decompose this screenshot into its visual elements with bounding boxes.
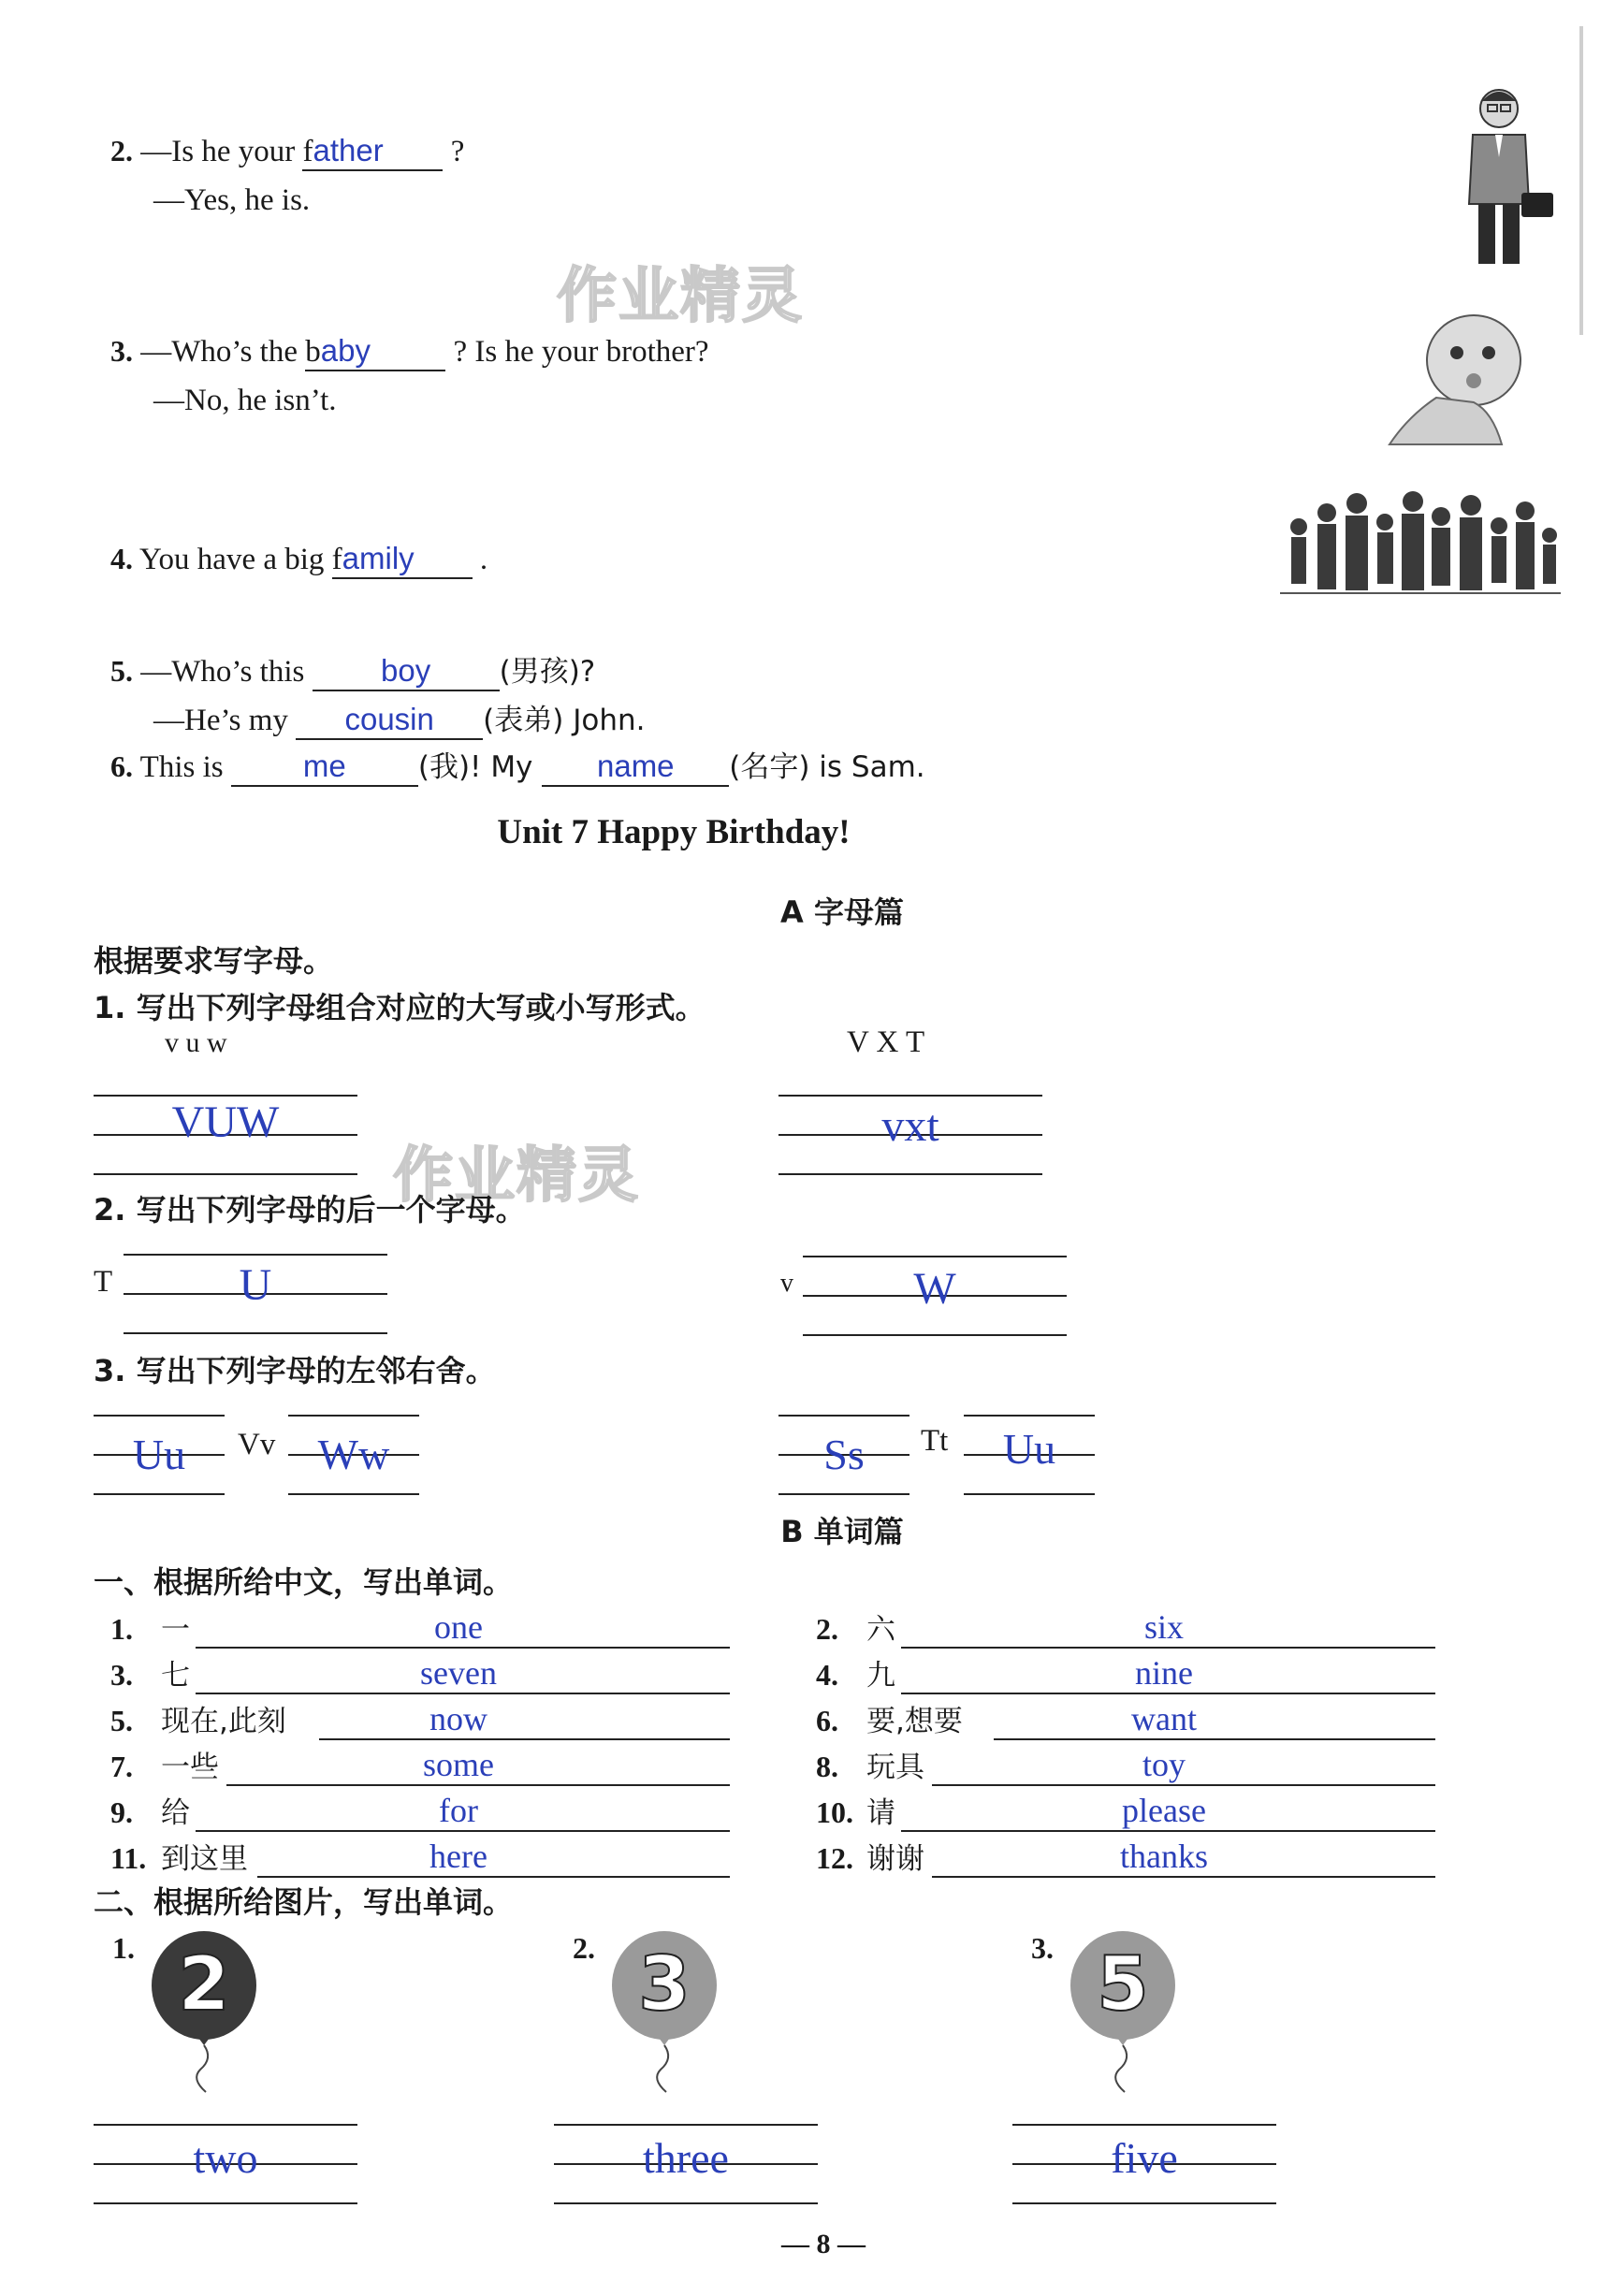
- a1-left-prompt: v u w: [165, 1027, 227, 1058]
- a1-right-prompt: V X T: [847, 1025, 925, 1059]
- a2-left-prompt: T: [94, 1265, 113, 1299]
- question-5-line-2: —He’s my cousin (表弟) John.: [153, 696, 645, 740]
- a3-left-prompt: Vv: [238, 1428, 276, 1461]
- baby-illustration: [1371, 304, 1539, 458]
- balloon-icon: [148, 1927, 269, 2105]
- b1-item: 7. 一些: [110, 1750, 219, 1784]
- b2-item-number: 3.: [1031, 1931, 1054, 1965]
- father-illustration: [1441, 82, 1563, 279]
- page-edge: [1579, 26, 1583, 335]
- a2-left-answer: U: [239, 1260, 272, 1310]
- answer-blank: family: [332, 541, 473, 579]
- b1-answer: for: [439, 1792, 478, 1829]
- balloon-digit: 2: [178, 1940, 230, 2027]
- b2-item-number: 2.: [573, 1931, 595, 1965]
- balloon-digit: 5: [1097, 1940, 1149, 2027]
- b1-answer: some: [423, 1746, 494, 1783]
- answer-blank: father: [302, 133, 443, 171]
- b2-answer: five: [1111, 2134, 1178, 2182]
- balloon-icon: [1067, 1927, 1188, 2105]
- b1-item: 1. 一: [110, 1612, 190, 1647]
- a3-right-right-answer: Uu: [1002, 1425, 1056, 1473]
- a1-left-answer: VUW: [171, 1097, 280, 1147]
- a1-right-answer: vxt: [881, 1101, 939, 1151]
- balloon-icon: [608, 1927, 730, 2105]
- b1-title: 一、根据所给中文，写出单词。: [94, 1564, 514, 1600]
- b1-item: 3. 七: [110, 1658, 190, 1693]
- answer-blank: baby: [305, 333, 445, 371]
- answer-2: —Yes, he is.: [153, 183, 311, 217]
- a2-label: 2. 写出下列字母的后一个字母。: [94, 1192, 526, 1228]
- b1-answer: thanks: [1120, 1838, 1208, 1875]
- b1-item: 12. 谢谢: [816, 1841, 924, 1876]
- b1-answer: six: [1143, 1608, 1184, 1646]
- b1-answer: nine: [1135, 1654, 1193, 1692]
- question-5: 5. —Who’s this boy (男孩)?: [110, 647, 595, 691]
- answer-blank: cousin: [296, 702, 483, 740]
- b1-item: 10. 请: [816, 1795, 895, 1830]
- section-instruction: 根据要求写字母。: [94, 943, 334, 979]
- watermark: 作业精灵: [393, 1141, 640, 1211]
- b2-answer: two: [193, 2134, 258, 2182]
- question-2: 2. —Is he your father ?: [110, 133, 464, 171]
- a3-right-left-answer: Ss: [823, 1431, 865, 1478]
- b1-item: 9. 给: [110, 1795, 190, 1830]
- answer-blank: me: [231, 748, 418, 787]
- a3-label: 3. 写出下列字母的左邻右舍。: [94, 1353, 496, 1388]
- balloon-digit: 3: [638, 1940, 691, 2027]
- a3-left-right-answer: Ww: [317, 1431, 390, 1478]
- question-4: 4. You have a big family .: [110, 541, 487, 579]
- b1-item: 4. 九: [816, 1658, 895, 1693]
- part-b-heading: B 单词篇: [780, 1514, 904, 1549]
- b1-answer: toy: [1142, 1746, 1186, 1783]
- b1-item: 5. 现在,此刻: [110, 1704, 286, 1738]
- b1-item: 6. 要,想要: [816, 1704, 963, 1738]
- family-illustration: [1280, 475, 1561, 606]
- answer-3: —No, he isn’t.: [153, 384, 337, 417]
- b2-item-number: 1.: [112, 1931, 135, 1965]
- b1-answer: please: [1122, 1792, 1206, 1829]
- a3-left-left-answer: Uu: [132, 1431, 186, 1478]
- b1-answer: seven: [420, 1654, 497, 1692]
- question-6: 6. This is me (我)! My name (名字) is Sam.: [110, 743, 925, 787]
- page-number: — 8 —: [781, 2229, 866, 2260]
- watermark: 作业精灵: [557, 262, 804, 331]
- a2-right-prompt: v: [780, 1269, 793, 1298]
- answer-blank: boy: [313, 653, 500, 691]
- answer-blank: name: [542, 748, 729, 787]
- b2-answer: three: [643, 2134, 729, 2182]
- b1-item: 11. 到这里: [110, 1841, 248, 1876]
- b1-answer: want: [1131, 1700, 1197, 1737]
- a3-right-prompt: Tt: [921, 1424, 949, 1458]
- b1-item: 2. 六: [816, 1612, 895, 1647]
- b1-answer: one: [434, 1608, 483, 1646]
- unit-title: Unit 7 Happy Birthday!: [497, 813, 851, 851]
- part-a-heading: A 字母篇: [780, 894, 904, 930]
- b1-answer: now: [429, 1700, 487, 1737]
- a2-right-answer: W: [913, 1264, 956, 1314]
- b1-item: 8. 玩具: [816, 1750, 924, 1784]
- question-3: 3. —Who’s the baby ? Is he your brother?: [110, 333, 709, 371]
- b2-title: 二、根据所给图片，写出单词。: [94, 1884, 514, 1920]
- b1-answer: here: [429, 1838, 487, 1875]
- a1-label: 1. 写出下列字母组合对应的大写或小写形式。: [94, 990, 706, 1025]
